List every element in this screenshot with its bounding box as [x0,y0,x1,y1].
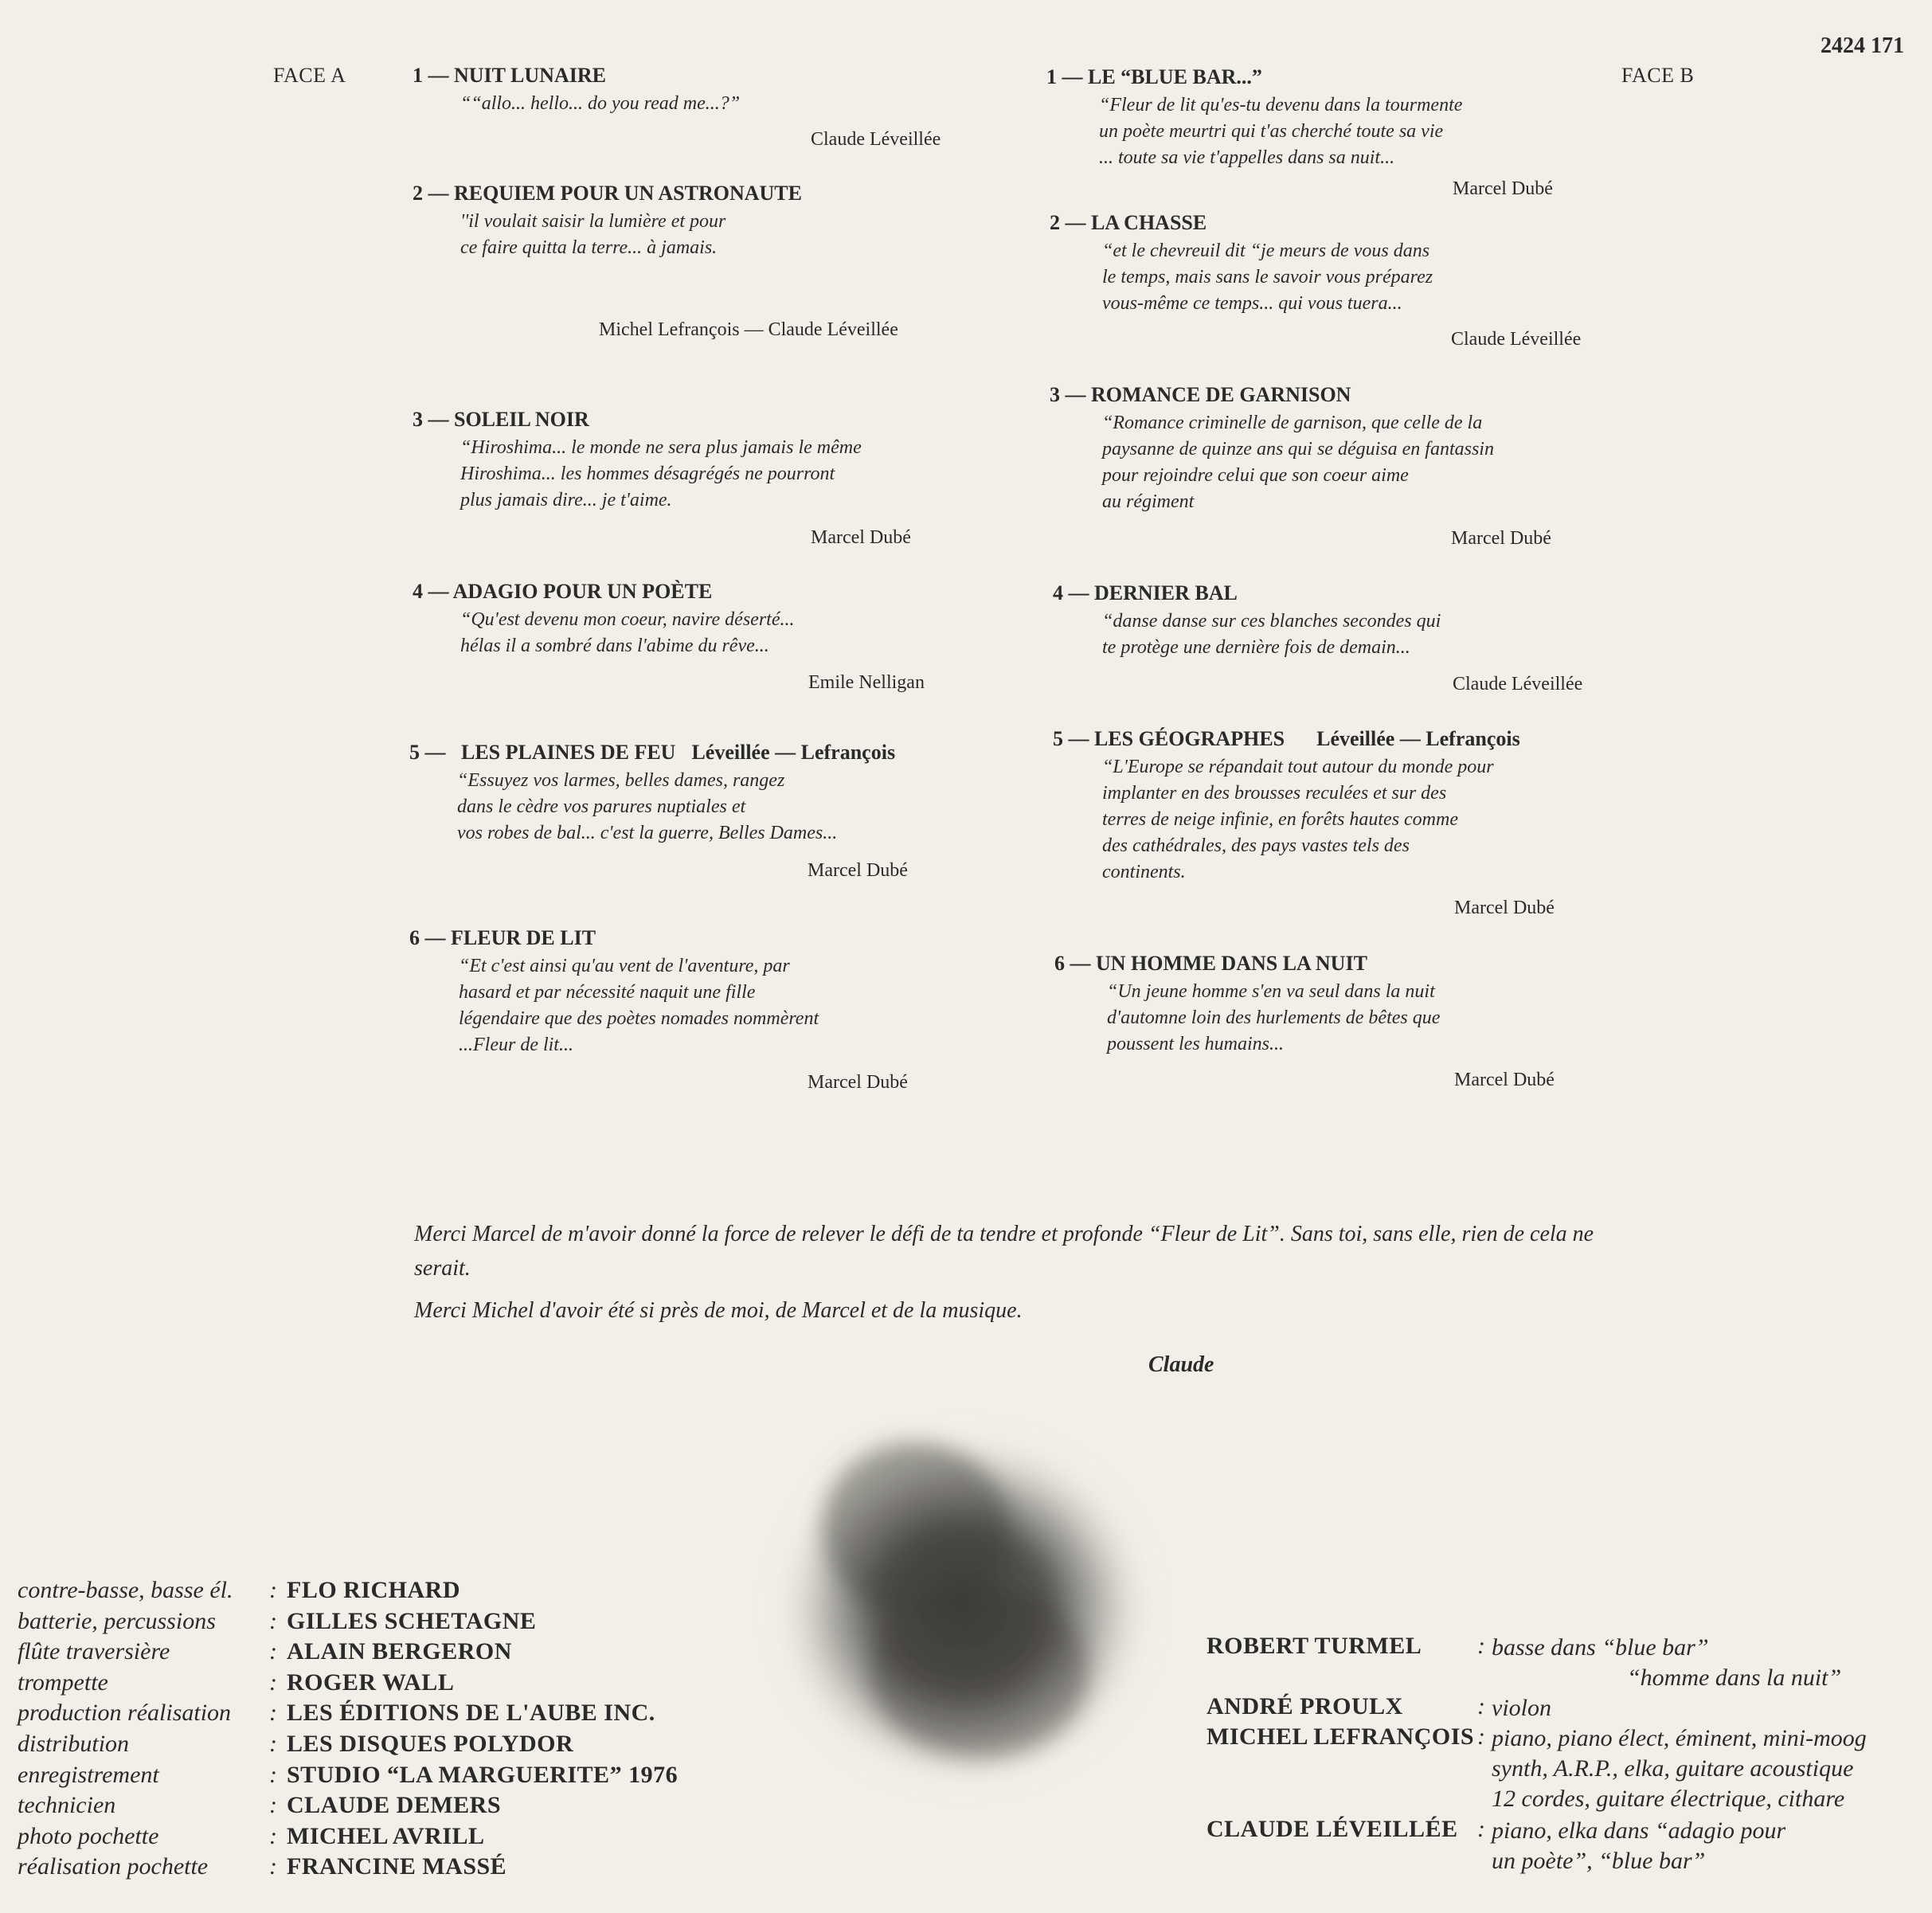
track-number: 1 — [1046,65,1083,88]
track-author: Marcel Dubé [1453,178,1553,199]
face-b-track-1 [1046,65,1652,199]
track-lyrics: “Un jeune homme s'en va seul dans la nuit d'automne loin des hurlements de bêtes que poussent les humains... [1107,981,1441,1054]
credit-separator: : [269,1792,277,1818]
musician-instruments-line: “homme dans la nuit” [1627,1665,1842,1691]
musician-instruments: violon [1492,1695,1551,1721]
credit-role: flûte traversière [18,1638,170,1665]
track-number: 6 — [1054,952,1091,975]
track-title: ADAGIO POUR UN POÈTE [452,580,713,603]
thanks-paragraph-2: Merci Michel d'avoir été si près de moi, de Marcel et de la musique. [414,1298,1023,1323]
credit-value: ROGER WALL [287,1669,455,1696]
track-title: LA CHASSE [1091,211,1207,234]
face-a-track-4 [413,580,970,693]
musician-name: ANDRÉ PROULX [1207,1693,1403,1719]
catalog-number: 2424 171 [1821,33,1904,58]
track-number: 6 — [409,926,446,949]
face-a-label: FACE A [273,64,346,87]
track-composers: Léveillée — Lefrançois [691,741,896,764]
track-author: Marcel Dubé [1451,528,1551,549]
track-author: Marcel Dubé [1454,1070,1555,1090]
track-title: LES PLAINES DE FEU [461,741,676,764]
thanks-paragraph-1: Merci Marcel de m'avoir donné la force de relever le défi de ta tendre et profonde “Fleur de Lit”. Sans toi, sans elle, rien de cela ne serait. [414,1222,1594,1281]
musician-name: CLAUDE LÉVEILLÉE [1207,1816,1458,1842]
track-author: Claude Léveillée [1451,329,1582,350]
credit-role: réalisation pochette [18,1853,209,1880]
credit-separator: : [269,1669,277,1696]
blurred-photo [717,1370,1210,1864]
credit-value: MICHEL AVRILL [287,1823,485,1849]
track-title: ROMANCE DE GARNISON [1091,383,1351,406]
credit-role: trompette [18,1669,108,1696]
musician-separator: : [1477,1723,1485,1750]
credit-separator: : [269,1700,277,1726]
musician-separator: : [1477,1633,1485,1659]
track-title: FLEUR DE LIT [451,926,596,949]
signature: Claude [1148,1352,1214,1377]
musician-instruments: piano, elka dans “adagio pour un poète”, “blue bar” [1492,1817,1786,1874]
credit-separator: : [269,1731,277,1757]
track-author: Emile Nelligan [808,672,925,693]
credit-value: CLAUDE DEMERS [287,1792,502,1818]
track-number: 4 — [413,580,449,603]
credit-value: FRANCINE MASSÉ [287,1853,507,1880]
credit-value: GILLES SCHETAGNE [287,1608,537,1634]
track-title: SOLEIL NOIR [454,408,589,431]
track-lyrics: “Essuyez vos larmes, belles dames, rangez dans le cèdre vos parures nuptiales et vos robes de bal... c'est la guerre, Belles Dames... [457,770,838,843]
track-title: NUIT LUNAIRE [454,64,606,87]
blob-shape [772,1430,1155,1788]
track-lyrics: “Hiroshima... le monde ne sera plus jamais le même Hiroshima... les hommes désagrégés ne pourront plus jamais dire... je t'aime. [460,437,862,511]
credit-value: STUDIO “LA MARGUERITE” 1976 [287,1762,679,1788]
track-title: LES GÉOGRAPHES [1094,727,1285,750]
track-author: Michel Lefrançois — Claude Léveillée [599,319,898,340]
track-author: Marcel Dubé [808,1072,908,1093]
track-author: Marcel Dubé [811,527,911,548]
credit-role: distribution [18,1731,130,1757]
track-number: 2 — [413,182,449,205]
track-lyrics: “L'Europe se répandait tout autour du monde pour implanter en des brousses reculées et sur des terres de neige infinie, en forêts hautes comme des cathédrales, des pays vastes tels des continents. [1102,757,1494,882]
track-title: DERNIER BAL [1094,581,1238,604]
musician-instruments: piano, piano élect, éminent, mini-moog synth, A.R.P., elka, guitare acoustique 12 cordes, guitare électrique, cithare [1492,1725,1867,1812]
credit-role: production réalisation [18,1700,232,1726]
face-b-track-2 [1050,211,1655,350]
track-number: 2 — [1050,211,1086,234]
credit-role: technicien [18,1792,116,1818]
credit-separator: : [269,1638,277,1665]
face-b-label: FACE B [1621,64,1695,87]
face-a-track-1 [413,64,970,150]
track-lyrics: “et le chevreuil dit “je meurs de vous dans le temps, mais sans le savoir vous préparez vous-même ce temps... qui vous tuera... [1102,241,1433,314]
track-title: UN HOMME DANS LA NUIT [1096,952,1367,975]
musician-name: MICHEL LEFRANÇOIS [1207,1723,1475,1750]
credit-separator: : [269,1762,277,1788]
track-lyrics: “Romance criminelle de garnison, que celle de la paysanne de quinze ans qui se déguisa en fantassin pour rejoindre celui que son coeur aime au régiment [1102,413,1494,512]
face-a-track-5 [409,741,983,881]
musician-separator: : [1477,1816,1485,1842]
track-title: REQUIEM POUR UN ASTRONAUTE [454,182,802,205]
track-composers: Léveillée — Lefrançois [1316,727,1520,750]
credit-role: contre-basse, basse él. [18,1577,233,1603]
track-lyrics: ““allo... hello... do you read me...?” [460,93,741,114]
face-a-track-2 [413,182,970,340]
track-author: Claude Léveillée [811,129,941,150]
credit-role: enregistrement [18,1762,159,1788]
musician-name: ROBERT TURMEL [1207,1633,1422,1659]
credit-value: ALAIN BERGERON [287,1638,512,1665]
track-number: 5 — [409,741,446,764]
credit-separator: : [269,1823,277,1849]
track-author: Marcel Dubé [1454,898,1555,918]
track-lyrics: “Fleur de lit qu'es-tu devenu dans la tourmente un poète meurtri qui t'as cherché toute sa vie ... toute sa vie t'appelles dans sa nuit... [1099,95,1463,168]
credit-value: LES ÉDITIONS DE L'AUBE INC. [287,1700,655,1726]
track-number: 5 — [1053,727,1089,750]
credit-separator: : [269,1577,277,1603]
face-b-track-5 [1053,727,1658,918]
track-lyrics: “Qu'est devenu mon coeur, navire déserté... hélas il a sombré dans l'abime du rêve... [460,609,795,656]
track-title: LE “BLUE BAR...” [1088,65,1262,88]
musician-instruments-line: basse dans “blue bar” [1492,1634,1709,1661]
track-lyrics: “danse danse sur ces blanches secondes qui te protège une dernière fois de demain... [1102,611,1441,658]
face-b-track-6 [1054,952,1660,1090]
credit-value: FLO RICHARD [287,1577,461,1603]
track-number: 3 — [413,408,449,431]
credit-role: batterie, percussions [18,1608,216,1634]
track-author: Claude Léveillée [1453,674,1583,694]
musician-instruments [1492,1633,1922,1693]
face-a-track-6 [409,926,983,1093]
face-a-track-3 [413,408,970,548]
credit-value: LES DISQUES POLYDOR [287,1731,574,1757]
track-lyrics: ''il voulait saisir la lumière et pour ce faire quitta la terre... à jamais. [460,211,726,258]
credit-separator: : [269,1608,277,1634]
track-number: 4 — [1053,581,1089,604]
face-b-track-4 [1053,581,1658,694]
face-b-track-3 [1050,383,1655,549]
track-number: 3 — [1050,383,1086,406]
credit-separator: : [269,1853,277,1880]
track-number: 1 — [413,64,449,87]
track-lyrics: “Et c'est ainsi qu'au vent de l'aventure, par hasard et par nécessité naquit une fille légendaire que des poètes nomades nommèrent ...Fleur de lit... [459,956,819,1055]
track-author: Marcel Dubé [808,860,908,881]
credit-role: photo pochette [18,1823,159,1849]
musician-separator: : [1477,1693,1485,1719]
